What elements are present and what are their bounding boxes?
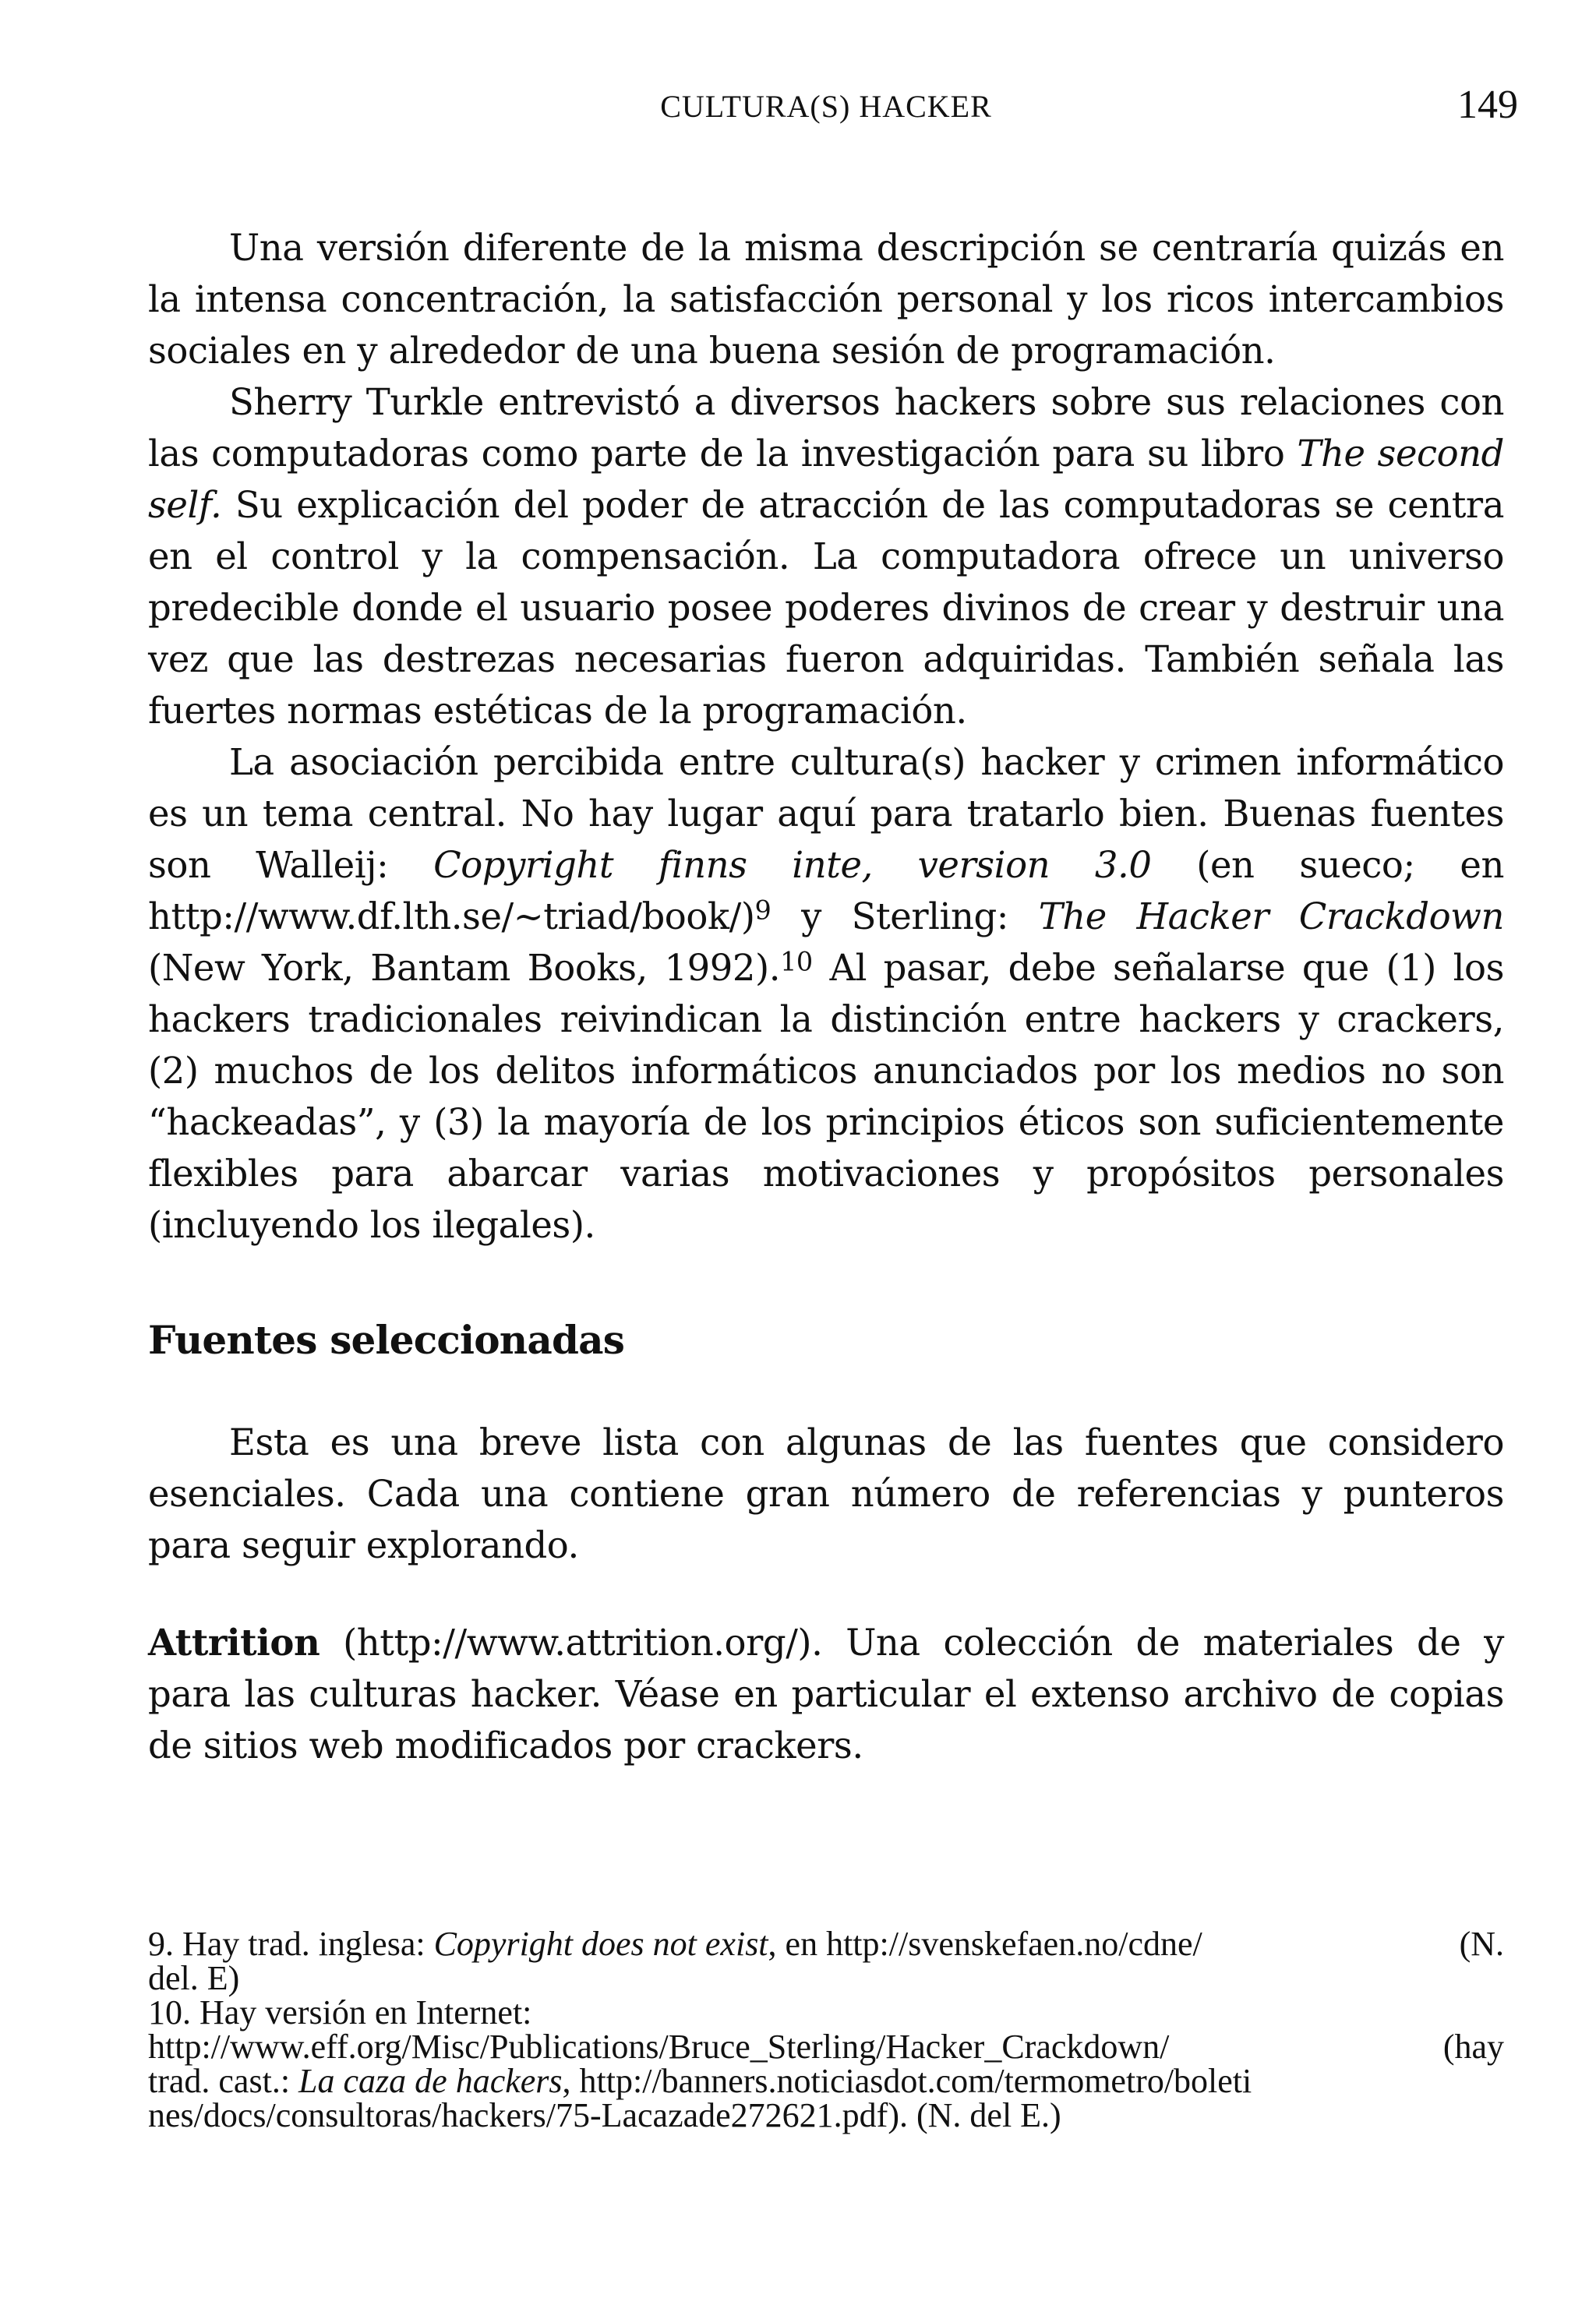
section-intro [148,1417,1504,1571]
footnote-reference: 9 [754,895,772,926]
paragraph [148,736,1504,1251]
footnote-lead: trad. cast.: [148,2062,299,2100]
running-head [148,82,1518,129]
paragraph [148,1617,1504,1771]
main-text [148,222,1504,1251]
paragraph-text: Su explicación del poder de atracción de las computadoras se centra en el control y la compensación. La computadora ofrece un universo predecible donde el usuario posee poderes divinos de crear y destruir una vez que las destrezas necesarias fueron adquiridas. También señala las fuertes normas estéticas de la programación. [148,484,1504,732]
footnotes [148,1927,1504,2133]
footnote-lead: 9. Hay trad. inglesa: [148,1925,434,1963]
footnote-url: nes/docs/consultoras/hackers/75-Lacazade272621.pdf). (N. del E.) [148,2096,1061,2134]
footnote-url: , en http://svenskefaen.no/cdne/ [768,1925,1202,1963]
source-description: (http://www.attrition.org/). Una colección de materiales de y para las culturas hacker. Véase en particular el extenso archivo de copias de sitios web modificados por crackers. [148,1622,1504,1767]
footnote-10: 10. Hay versión en Internet: [148,1993,532,2031]
section-heading: Fuentes seleccionadas [148,1317,625,1363]
book-title: The Hacker Crackdown [1038,895,1504,937]
paragraph-text: (en sueco; en http://www.df.lth.se/~triad/book/) [148,844,1504,937]
footnote-url: , http://banners.noticiasdot.com/termometro/boleti [562,2062,1252,2100]
paragraph-text: Sherry Turkle entrevistó a diversos hackers sobre sus relaciones con las computadoras como parte de la investigación para su libro [148,381,1504,475]
footnote-text [148,1927,1202,1961]
paragraph-text: y Sterling: [771,895,1039,937]
running-head-title: CULTURA(S) HACKER [660,89,992,124]
paragraph: Esta es una breve lista con algunas de las fuentes que considero esenciales. Cada una contiene gran número de referencias y punteros para seguir explorando. [148,1421,1504,1566]
book-title: Copyright finns inte, version 3.0 [433,844,1152,886]
footnote-url-line [148,2030,1504,2064]
page-number: 149 [1457,83,1518,127]
source-name: Attrition [148,1621,320,1664]
paragraph-text: (New York, Bantam Books, 1992). [148,947,781,989]
source-entry [148,1617,1504,1771]
footnote-url: http://www.eff.org/Misc/Publications/Bruce_Sterling/Hacker_Crackdown/ [148,2028,1170,2066]
paragraph-text: Al pasar, debe señalarse que (1) los hackers tradicionales reivindican la distinción entre hackers y crackers, (2) muchos de los delitos informáticos anunciados por los medios no son “hackeadas”, y (3) la mayoría de los principios éticos son suficientemente flexibles para abarcar varias motivaciones y propósitos personales (incluyendo los ilegales). [148,947,1505,1246]
footnote-title: La caza de hackers [298,2062,563,2100]
paragraph [148,376,1504,736]
footnote-title: Copyright does not exist [433,1925,768,1963]
footnote-tail: (hay [1442,2028,1504,2066]
footnote-tail: del. E) [148,1959,240,1997]
paragraph: Una versión diferente de la misma descripción se centraría quizás en la intensa concentración, la satisfacción personal y los ricos intercambios sociales en y alrededor de una buena sesión de programación. [148,227,1504,372]
book-title: The second self. [148,432,1504,526]
footnote-9 [148,1927,1504,1961]
footnote-reference: 10 [780,946,813,977]
paragraph-text: La asociación percibida entre cultura(s) hacker y crimen informático es un tema central. No hay lugar aquí para tratarlo bien. Buenas fuentes son Walleij: [148,741,1504,886]
footnote-line [148,2064,1504,2099]
footnote-tail: (N. [1459,1925,1504,1963]
